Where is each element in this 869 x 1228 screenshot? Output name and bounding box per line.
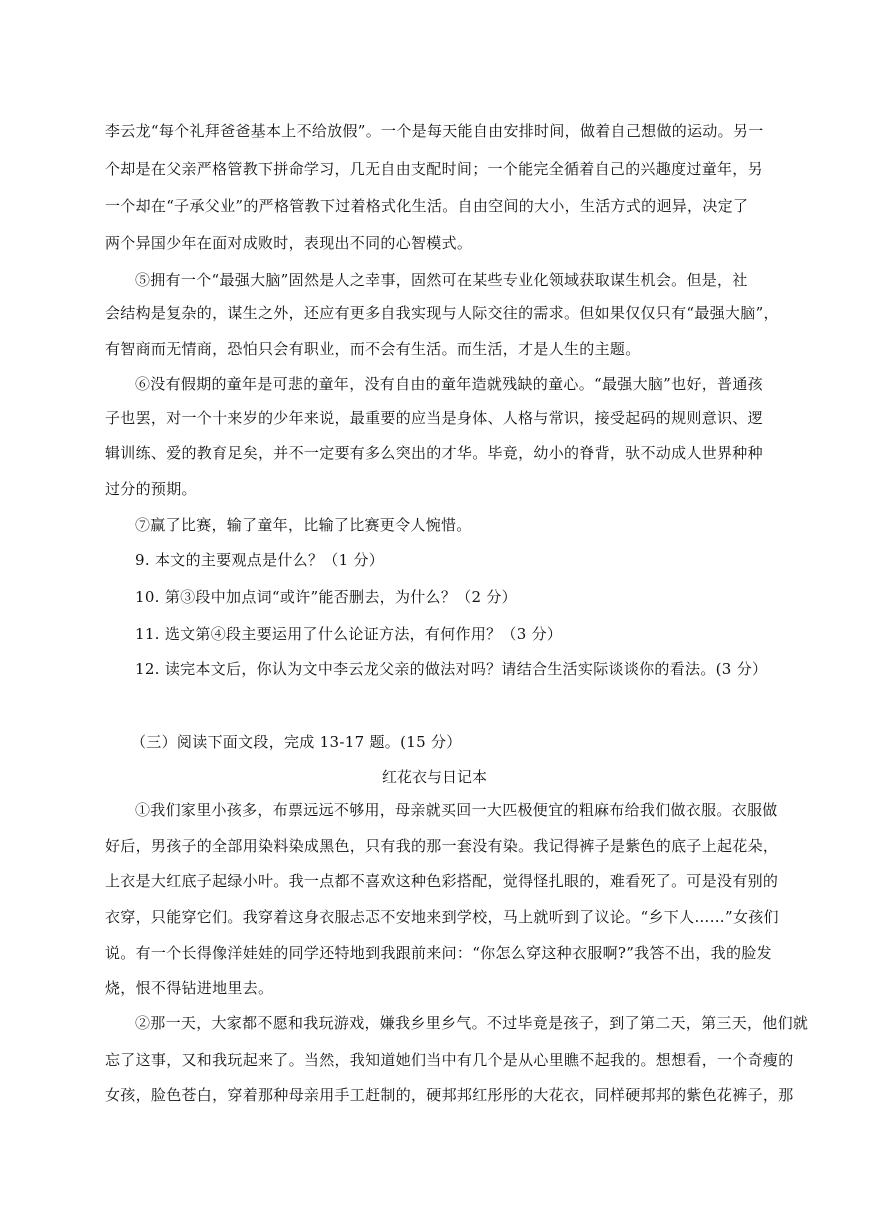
paragraph-line: 有智商而无情商，恐怕只会有职业，而不会有生活。而生活，才是人生的主题。 <box>105 340 641 358</box>
paragraph-2-line: ②那一天，大家都不愿和我玩游戏，嫌我乡里乡气。不过毕竟是孩子，到了第二天，第三天，他们就 <box>135 1014 809 1032</box>
question-12: 12. 读完本文后，你认为文中李云龙父亲的做法对吗？请结合生活实际谈谈你的看法。(3 分） <box>135 660 768 678</box>
paragraph-5-line: ⑤拥有一个“最强大脑”固然是人之幸事，固然可在某些专业化领域获取谋生机会。但是，社 <box>135 271 748 289</box>
question-11: 11. 选文第④段主要运用了什么论证方法，有何作用？（3 分） <box>135 625 563 643</box>
paragraph-line: 好后，男孩子的全部用染料染成黑色，只有我的那一套没有染。我记得裤子是紫色的底子上起花朵， <box>105 837 779 855</box>
section-3-instructions: （三）阅读下面文段，完成 13-17 题。(15 分） <box>131 733 462 751</box>
question-9: 9. 本文的主要观点是什么？（1 分） <box>135 551 385 569</box>
paragraph-line: 一个却在“子承父业”的严格管教下过着格式化生活。自由空间的大小，生活方式的迥异，决定了 <box>105 197 749 215</box>
paragraph-1-line: ①我们家里小孩多，布票远远不够用，母亲就买回一大匹极便宜的粗麻布给我们做衣服。衣服做 <box>135 801 778 819</box>
paragraph-line: 李云龙“每个礼拜爸爸基本上不给放假”。一个是每天能自由安排时间，做着自己想做的运动。另一 <box>105 122 764 140</box>
paragraph-line: 两个异国少年在面对成败时，表现出不同的心智模式。 <box>105 234 473 252</box>
paragraph-line: 女孩，脸色苍白，穿着那种母亲用手工赶制的，硬邦邦红彤彤的大花衣，同样硬邦邦的紫色花裤子，那 <box>105 1086 794 1104</box>
paragraph-line: 过分的预期。 <box>105 480 197 498</box>
paragraph-line: 个却是在父亲严格管教下拼命学习，几无自由支配时间；一个能完全循着自己的兴趣度过童年，另 <box>105 160 763 178</box>
paragraph-line: 忘了这事，又和我玩起来了。当然，我知道她们当中有几个是从心里瞧不起我的。想想看，一个奇瘦的 <box>105 1051 794 1069</box>
paragraph-line: 衣穿，只能穿它们。我穿着这身衣服忐忑不安地来到学校，马上就听到了议论。“乡下人……”女孩们 <box>105 908 779 926</box>
paragraph-line: 会结构是复杂的，谋生之外，还应有更多自我实现与人际交往的需求。但如果仅仅只有“最强大脑”， <box>105 304 779 322</box>
paragraph-7-line: ⑦赢了比赛，输了童年，比输了比赛更令人惋惜。 <box>135 516 472 534</box>
paragraph-line: 上衣是大红底子起绿小叶。我一点都不喜欢这种色彩搭配，觉得怪扎眼的，难看死了。可是没有别的 <box>105 872 779 890</box>
paragraph-6-line: ⑥没有假期的童年是可悲的童年，没有自由的童年造就残缺的童心。“最强大脑”也好，普通孩 <box>135 375 763 393</box>
paragraph-line: 辑训练、爱的教育足矣，并不一定要有多么突出的才华。毕竟，幼小的脊背，驮不动成人世界种种 <box>105 444 763 462</box>
article-title: 红花衣与日记本 <box>381 768 487 786</box>
question-10: 10. 第③段中加点词“或许”能否删去，为什么？（2 分） <box>135 588 517 606</box>
paragraph-line: 烧，恨不得钻进地里去。 <box>105 979 274 997</box>
paragraph-line: 说。有一个长得像洋娃娃的同学还特地到我跟前来问：“你怎么穿这种衣服啊?”我答不出，我的脸发 <box>105 944 772 962</box>
paragraph-line: 子也罢，对一个十来岁的少年来说，最重要的应当是身体、人格与常识，接受起码的规则意识、逻 <box>105 409 763 427</box>
